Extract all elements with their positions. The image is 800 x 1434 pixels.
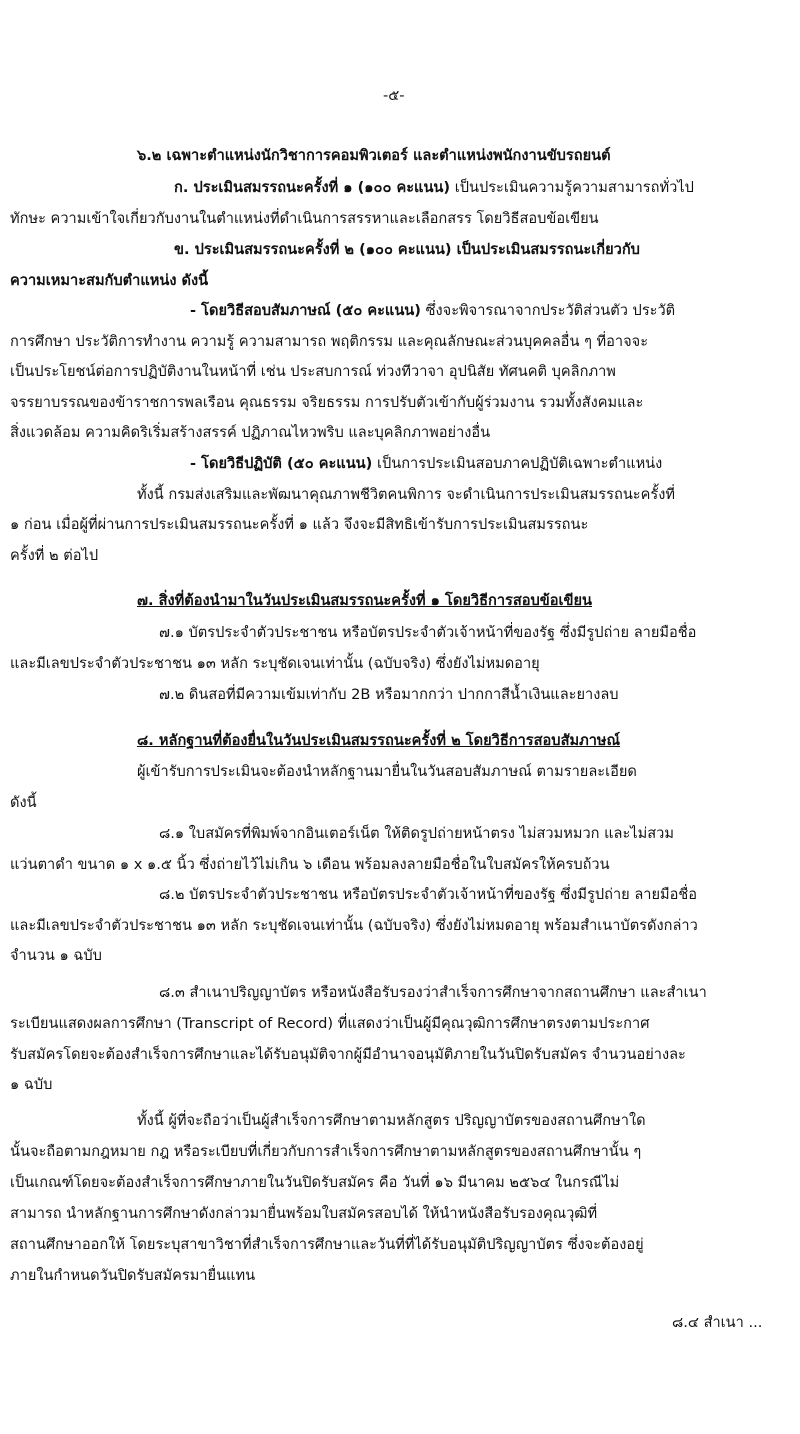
s8-item-1-line: แว่นตาดำ ขนาด ๑ x ๑.๕ นิ้ว ซึ่งถ่ายไว้ไม่เกิน ๖ เดือน พร้อมลงลายมือชื่อในใบสมัครให้ครบถ้วน xyxy=(10,856,610,873)
s62-note-line: ๑ ก่อน เมื่อผู้ที่ผ่านการประเมินสมรรถนะครั้งที่ ๑ แล้ว จึงจะมีสิทธิเข้ารับการประเมินสมรรถนะ xyxy=(10,516,589,533)
s8-intro-line: ดังนี้ xyxy=(10,794,37,811)
s8-item-3-line: ๑ ฉบับ xyxy=(10,1076,53,1093)
section-6-2-heading: ๖.๒ เฉพาะตำแหน่งนักวิชาการคอมพิวเตอร์ และตำแหน่งพนักงานขับรถยนต์ xyxy=(137,147,611,164)
s8-item-3-line: ๘.๓ สำเนาปริญญาบัตร หรือหนังสือรับรองว่าสำเร็จการศึกษาจากสถานศึกษา และสำเนา xyxy=(159,984,707,1001)
continuation-marker: ๘.๔ สำเนา ... xyxy=(672,1314,763,1331)
interview-text-line: จรรยาบรรณของข้าราชการพลเรือน คุณธรรม จริยธรรม การปรับตัวเข้ากับผู้ร่วมงาน รวมทั้งสังคมและ xyxy=(10,394,644,411)
s7-item-2: ๗.๒ ดินสอที่มีความเข้มเท่ากับ 2B หรือมากกว่า ปากกาสีน้ำเงินและยางลบ xyxy=(159,686,619,703)
s7-item-1-line: และมีเลขประจำตัวประชาชน ๑๓ หลัก ระบุชัดเจนเท่านั้น (ฉบับจริง) ซึ่งยังไม่หมดอายุ xyxy=(10,655,540,672)
s62-note-line: ครั้งที่ ๒ ต่อไป xyxy=(10,547,99,564)
s8-item-3-line: ระเบียนแสดงผลการศึกษา (Transcript of Record) ที่แสดงว่าเป็นผู้มีคุณวุฒิการศึกษาตรงตามประกาศ xyxy=(10,1015,650,1032)
s8-note-line: ภายในกำหนดวันปิดรับสมัครมายื่นแทน xyxy=(10,1267,256,1284)
section-7-heading: ๗. สิ่งที่ต้องนำมาในวันประเมินสมรรถนะครั้งที่ ๑ โดยวิธีการสอบข้อเขียน xyxy=(137,592,593,609)
interview-rest: ซึ่งจะพิจารณาจากประวัติส่วนตัว ประวัติ xyxy=(420,302,676,319)
s8-item-3-line: รับสมัครโดยจะต้องสำเร็จการศึกษาและได้รับอนุมัติจากผู้มีอำนาจอนุมัติภายในวันปิดรับสมัคร จำนวนอย่างละ xyxy=(10,1046,686,1063)
interview-line-1 xyxy=(190,299,675,323)
s8-item-1-line: ๘.๑ ใบสมัครที่พิมพ์จากอินเตอร์เน็ต ให้ติดรูปถ่ายหน้าตรง ไม่สวมหมวก และไม่สวม xyxy=(159,825,674,842)
s8-note-line: นั้นจะถือตามกฎหมาย กฎ หรือระเบียบที่เกี่ยวกับการสำเร็จการศึกษาตามหลักสูตรของสถานศึกษานั้น ๆ xyxy=(10,1143,642,1160)
section-8-heading: ๘. หลักฐานที่ต้องยื่นในวันประเมินสมรรถนะครั้งที่ ๒ โดยวิธีการสอบสัมภาษณ์ xyxy=(137,732,621,749)
s8-note-line: เป็นเกณฑ์โดยจะต้องสำเร็จการศึกษาภายในวันปิดรับสมัคร คือ วันที่ ๑๖ มีนาคม ๒๕๖๔ ในกรณีไม่ xyxy=(10,1174,620,1191)
interview-text-line: การศึกษา ประวัติการทำงาน ความรู้ ความสามารถ พฤติกรรม และคุณลักษณะส่วนบุคคลอื่น ๆ ที่อาจจะ xyxy=(10,333,649,350)
item-b-line-1: ข. ประเมินสมรรถนะครั้งที่ ๒ (๑๐๐ คะแนน) เป็นประเมินสมรรถนะเกี่ยวกับ xyxy=(174,241,640,258)
s8-item-2-line: และมีเลขประจำตัวประชาชน ๑๓ หลัก ระบุชัดเจนเท่านั้น (ฉบับจริง) ซึ่งยังไม่หมดอายุ พร้อมสำเนาบัตรดังกล่าว xyxy=(10,917,698,934)
s8-note-line: สถานศึกษาออกให้ โดยระบุสาขาวิชาที่สำเร็จการศึกษาและวันที่ที่ได้รับอนุมัติปริญญาบัตร ซึ่งจะต้องอยู่ xyxy=(10,1236,644,1253)
item-b-line-2: ความเหมาะสมกับตำแหน่ง ดังนี้ xyxy=(10,272,209,289)
item-a-line-2: ทักษะ ความเข้าใจเกี่ยวกับงานในตำแหน่งที่ดำเนินการสรรหาและเลือกสรร โดยวิธีสอบข้อเขียน xyxy=(10,210,599,227)
item-a-bold: ก. ประเมินสมรรถนะครั้งที่ ๑ (๑๐๐ คะแนน) xyxy=(174,179,451,196)
interview-text-line: สิ่งแวดล้อม ความคิดริเริ่มสร้างสรรค์ ปฏิภาณไหวพริบ และบุคลิกภาพอย่างอื่น xyxy=(10,424,491,441)
item-a-rest: เป็นประเมินความรู้ความสามารถทั่วไป xyxy=(450,179,694,196)
interview-bold: - โดยวิธีสอบสัมภาษณ์ (๕๐ คะแนน) xyxy=(190,302,421,319)
s62-note-line: ทั้งนี้ กรมส่งเสริมและพัฒนาคุณภาพชีวิตคนพิการ จะดำเนินการประเมินสมรรถนะครั้งที่ xyxy=(137,486,675,503)
practical-line xyxy=(190,452,662,476)
s8-intro-line: ผู้เข้ารับการประเมินจะต้องนำหลักฐานมายื่นในวันสอบสัมภาษณ์ ตามรายละเอียด xyxy=(137,763,637,780)
s8-note-line: สามารถ นำหลักฐานการศึกษาดังกล่าวมายื่นพร้อมใบสมัครสอบได้ ให้นำหนังสือรับรองคุณวุฒิที่ xyxy=(10,1205,598,1222)
practical-rest: เป็นการประเมินสอบภาคปฏิบัติเฉพาะตำแหน่ง xyxy=(372,455,663,472)
page-number: -๕- xyxy=(383,87,405,104)
s8-item-2-line: ๘.๒ บัตรประจำตัวประชาชน หรือบัตรประจำตัวเจ้าหน้าที่ของรัฐ ซึ่งมีรูปถ่าย ลายมือชื่อ xyxy=(159,886,698,903)
s8-note-line: ทั้งนี้ ผู้ที่จะถือว่าเป็นผู้สำเร็จการศึกษาตามหลักสูตร ปริญญาบัตรของสถานศึกษาใด xyxy=(137,1112,646,1129)
s8-item-2-line: จำนวน ๑ ฉบับ xyxy=(10,947,102,964)
interview-text-line: เป็นประโยชน์ต่อการปฏิบัติงานในหน้าที่ เช่น ประสบการณ์ ท่วงทีวาจา อุปนิสัย ทัศนคติ บุคลิกภาพ xyxy=(10,363,616,380)
s7-item-1-line: ๗.๑ บัตรประจำตัวประชาชน หรือบัตรประจำตัวเจ้าหน้าที่ของรัฐ ซึ่งมีรูปถ่าย ลายมือชื่อ xyxy=(159,624,697,641)
item-a-line-1 xyxy=(174,176,694,200)
practical-bold: - โดยวิธีปฏิบัติ (๕๐ คะแนน) xyxy=(190,455,373,472)
